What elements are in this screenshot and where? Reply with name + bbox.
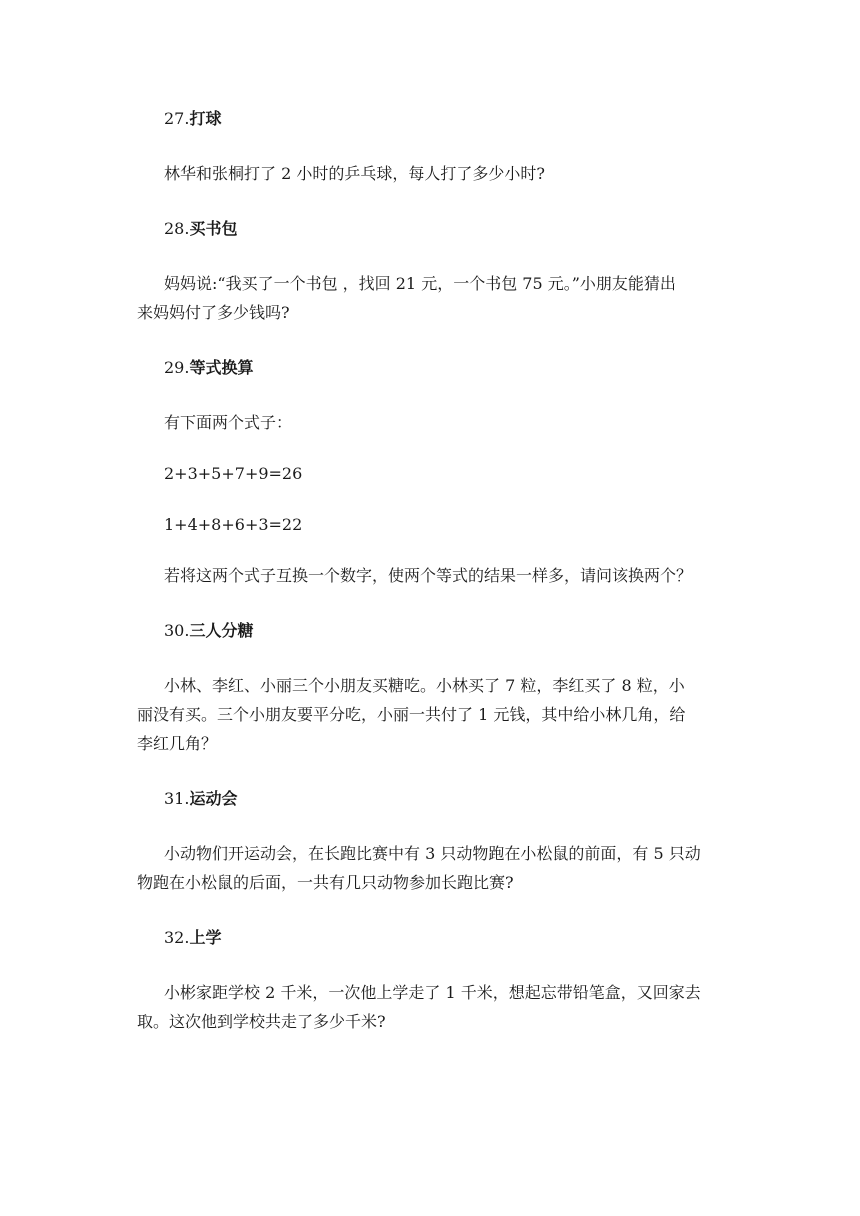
problem-29-question [137, 561, 732, 590]
problem-number: 32. [164, 928, 190, 947]
problem-line: 林华和张桐打了 2 小时的乒乓球，每人打了多少小时? [164, 164, 545, 183]
problem-title: 运动会 [189, 789, 238, 808]
problem-29-text [137, 408, 732, 437]
problem-line: 妈妈说:“我买了一个书包 ，找回 21 元，一个书包 75 元。”小朋友能猜出 [164, 274, 676, 293]
problem-28-heading [137, 215, 732, 242]
problem-27-heading [137, 105, 732, 132]
problem-title: 三人分糖 [189, 621, 254, 640]
problem-number: 30. [164, 621, 190, 640]
problem-32-heading [137, 924, 732, 951]
problem-line: 取。这次他到学校共走了多少千米? [137, 1012, 386, 1031]
problem-line: 有下面两个式子： [164, 413, 293, 432]
problem-line: 李红几角？ [137, 734, 218, 753]
problem-number: 31. [164, 789, 190, 808]
problem-title: 买书包 [189, 219, 238, 238]
problem-30-text [137, 671, 732, 758]
problem-title: 上学 [189, 928, 222, 947]
problem-28-text [137, 269, 732, 327]
problem-line: 2+3+5+7+9=26 [164, 464, 303, 483]
problem-title: 等式换算 [189, 358, 254, 377]
problem-line: 若将这两个式子互换一个数字，使两个等式的结果一样多，请问该换两个？ [164, 566, 693, 585]
equation-1 [137, 459, 732, 488]
equation-2 [137, 510, 732, 539]
problem-line: 小林、李红、小丽三个小朋友买糖吃。小林买了 7 粒，李红买了 8 粒，小 [164, 676, 685, 695]
problem-29-heading [137, 354, 732, 381]
problem-31-text [137, 839, 732, 897]
problem-number: 29. [164, 358, 190, 377]
problem-title: 打球 [189, 109, 222, 128]
problem-31-heading [137, 785, 732, 812]
problem-line: 丽没有买。三个小朋友要平分吃，小丽一共付了 1 元钱，其中给小林几角，给 [137, 705, 686, 724]
problem-line: 物跑在小松鼠的后面，一共有几只动物参加长跑比赛? [137, 873, 514, 892]
problem-line: 小动物们开运动会，在长跑比赛中有 3 只动物跑在小松鼠的前面，有 5 只动 [164, 844, 701, 863]
problem-line: 来妈妈付了多少钱吗? [137, 303, 290, 322]
problem-line: 小彬家距学校 2 千米，一次他上学走了 1 千米，想起忘带铅笔盒，又回家去 [164, 983, 701, 1002]
problem-27-text [137, 159, 732, 188]
problem-number: 27. [164, 109, 190, 128]
problem-30-heading [137, 617, 732, 644]
problem-number: 28. [164, 219, 190, 238]
problem-32-text [137, 978, 732, 1036]
problem-line: 1+4+8+6+3=22 [164, 515, 303, 534]
